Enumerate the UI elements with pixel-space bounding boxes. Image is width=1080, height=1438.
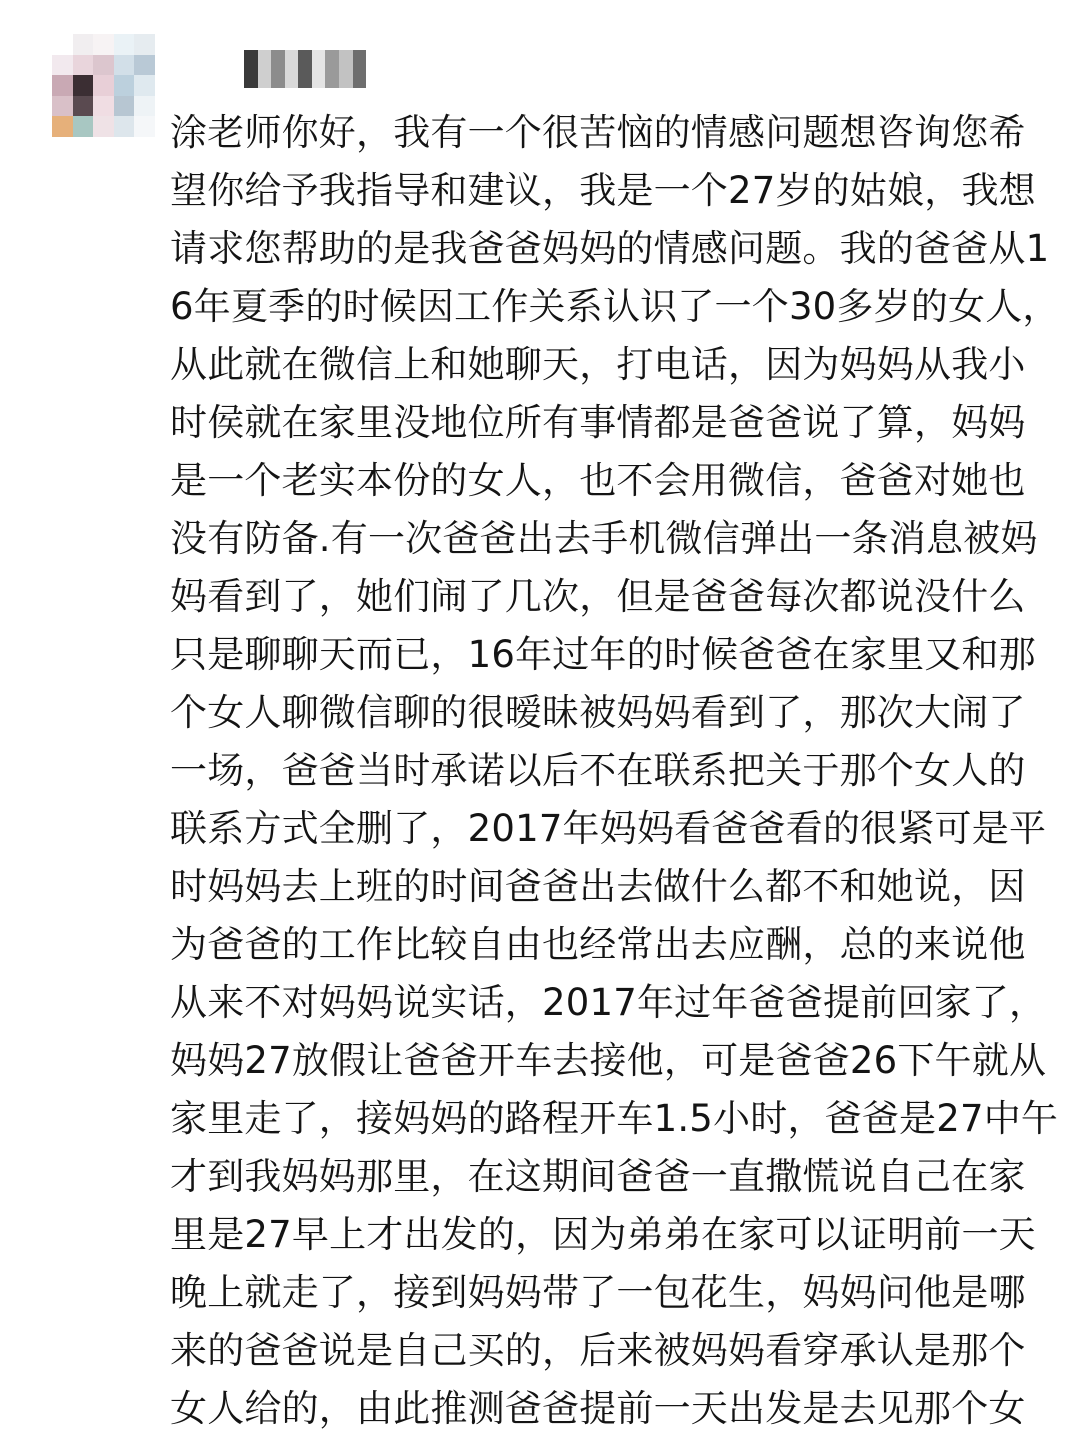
avatar-mosaic-cell	[93, 116, 114, 137]
nickname-mosaic-cell	[271, 50, 285, 88]
avatar-mosaic-cell	[52, 96, 73, 117]
avatar-mosaic-cell	[52, 55, 73, 76]
post-text-line: 涂老师你好，我有一个很苦恼的情感问题想咨询您希	[170, 111, 1026, 154]
avatar-mosaic-cell	[134, 96, 155, 117]
post-text-line: 时侯就在家里没地位所有事情都是爸爸说了算，妈妈	[170, 401, 1026, 444]
avatar-mosaic-cell	[73, 75, 94, 96]
nickname-mosaic-cell	[312, 50, 326, 88]
post-text-line: 从来不对妈妈说实话，2017年过年爸爸提前回家了，	[170, 981, 1047, 1024]
post-text-line: 联系方式全删了，2017年妈妈看爸爸看的很紧可是平	[170, 807, 1047, 850]
nickname-mosaic-cell	[298, 50, 312, 88]
post-text-line: 家里走了，接妈妈的路程开车1.5小时，爸爸是27中午	[170, 1097, 1059, 1140]
avatar-mosaic-cell	[134, 116, 155, 137]
nickname-mosaic-cell	[244, 50, 258, 88]
avatar-mosaic-cell	[73, 55, 94, 76]
post-text-line: 一场，爸爸当时承诺以后不在联系把关于那个女人的	[170, 749, 1026, 792]
post-text-line: 为爸爸的工作比较自由也经常出去应酬，总的来说他	[170, 923, 1026, 966]
avatar-mosaic-cell	[73, 116, 94, 137]
nickname-mosaic-cell	[285, 50, 299, 88]
avatar-mosaic-cell	[52, 75, 73, 96]
post-text-line: 来的爸爸说是自己买的，后来被妈妈看穿承认是那个	[170, 1329, 1026, 1372]
post-text-line: 是一个老实本份的女人，也不会用微信，爸爸对她也	[170, 459, 1026, 502]
avatar-mosaic-cell	[134, 34, 155, 55]
post-text-line: 望你给予我指导和建议，我是一个27岁的姑娘，我想	[170, 169, 1036, 212]
post-text-line: 没有防备.有一次爸爸出去手机微信弹出一条消息被妈	[170, 517, 1038, 560]
nickname-mosaic-cell	[325, 50, 339, 88]
avatar-mosaic-cell	[114, 34, 135, 55]
avatar-mosaic-cell	[134, 75, 155, 96]
nickname-mosaic-cell	[258, 50, 272, 88]
post-text-line: 6年夏季的时候因工作关系认识了一个30多岁的女人，	[170, 285, 1060, 328]
post-text-line: 里是27早上才出发的，因为弟弟在家可以证明前一天	[170, 1213, 1036, 1256]
avatar-mosaic-cell	[93, 75, 114, 96]
post-text-line: 个女人聊微信聊的很暧昧被妈妈看到了，那次大闹了	[170, 691, 1026, 734]
nickname-mosaic-cell	[339, 50, 353, 88]
avatar-mosaic-cell	[114, 75, 135, 96]
avatar-mosaic-cell	[93, 55, 114, 76]
post-text	[170, 104, 1060, 1438]
avatar-mosaic-cell	[134, 55, 155, 76]
post-text-line: 妈看到了，她们闹了几次，但是爸爸每次都说没什么	[170, 575, 1026, 618]
post-text-line: 只是聊聊天而已，16年过年的时候爸爸在家里又和那	[170, 633, 1036, 676]
username-blurred[interactable]	[244, 50, 366, 88]
avatar[interactable]	[52, 34, 155, 137]
post-text-line: 晚上就走了，接到妈妈带了一包花生，妈妈问他是哪	[170, 1271, 1026, 1314]
avatar-mosaic-cell	[93, 96, 114, 117]
post-text-line: 才到我妈妈那里，在这期间爸爸一直撒慌说自己在家	[170, 1155, 1026, 1198]
post-text-line: 女人给的，由此推测爸爸提前一天出发是去见那个女	[170, 1387, 1026, 1430]
avatar-mosaic-cell	[114, 116, 135, 137]
avatar-mosaic-cell	[93, 34, 114, 55]
avatar-mosaic-cell	[52, 116, 73, 137]
avatar-mosaic-cell	[114, 96, 135, 117]
post-text-line: 时妈妈去上班的时间爸爸出去做什么都不和她说，因	[170, 865, 1026, 908]
post-text-line: 妈妈27放假让爸爸开车去接他，可是爸爸26下午就从	[170, 1039, 1047, 1082]
post-text-line: 请求您帮助的是我爸爸妈妈的情感问题。我的爸爸从1	[170, 227, 1050, 270]
avatar-mosaic-cell	[114, 55, 135, 76]
nickname-mosaic-cell	[353, 50, 367, 88]
post-text-line: 从此就在微信上和她聊天，打电话，因为妈妈从我小	[170, 343, 1026, 386]
avatar-mosaic-cell	[73, 96, 94, 117]
avatar-mosaic-cell	[52, 34, 73, 55]
avatar-mosaic-cell	[73, 34, 94, 55]
